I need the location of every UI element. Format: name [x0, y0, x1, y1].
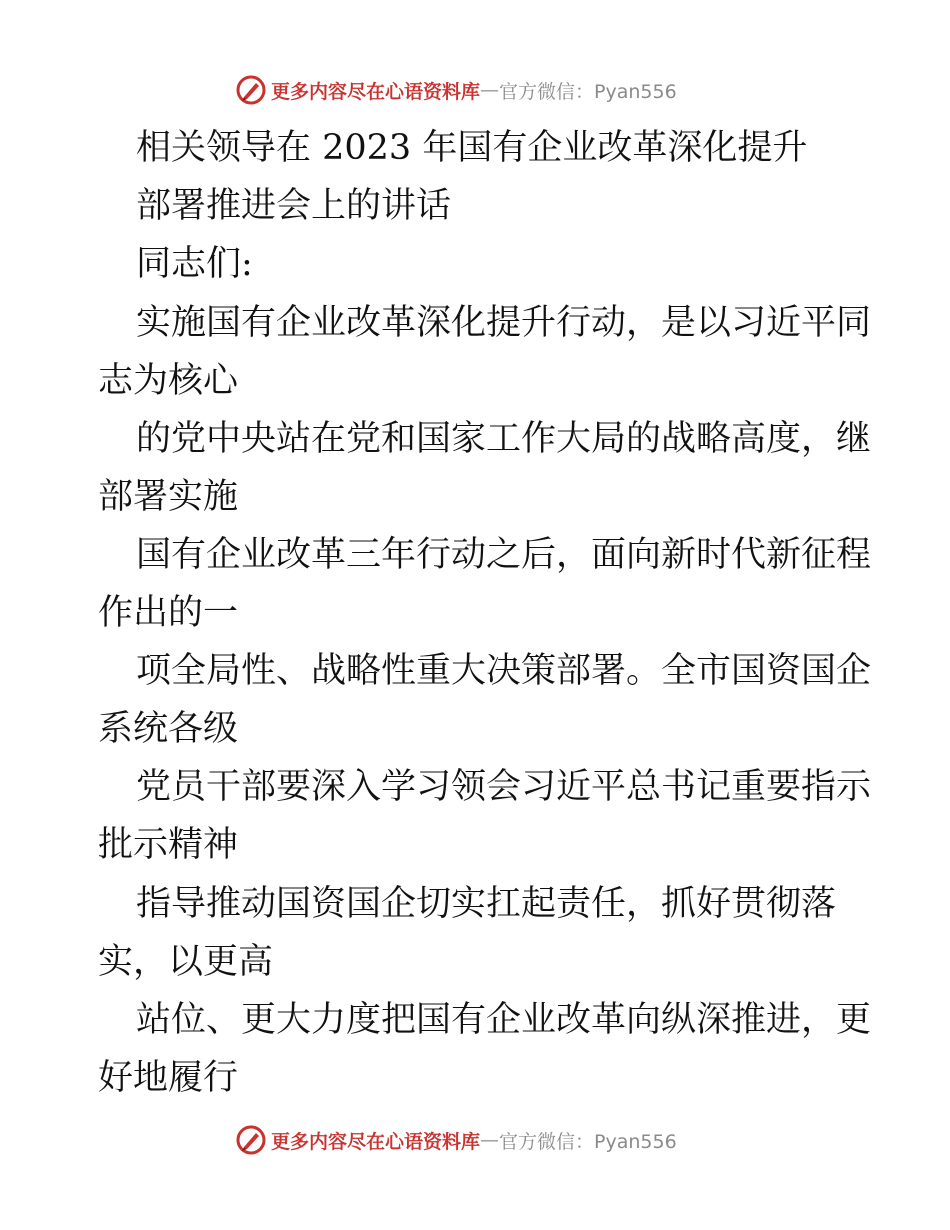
text-line: 实施国有企业改革深化提升行动，是以习近平同 [136, 303, 872, 343]
text-line: 系统各级 [98, 709, 239, 749]
pen-logo-icon [235, 74, 267, 106]
doc-title-line-1: 相关领导在 2023 年国有企业改革深化提升 [136, 128, 808, 168]
banner-dash: — [480, 1129, 500, 1151]
banner-red-text: 更多内容尽在心语资料库 [271, 1130, 481, 1153]
greeting: 同志们: [136, 244, 253, 284]
text-line: 志为核心 [98, 361, 239, 401]
banner-wechat-text: 官方微信：Pyan556 [499, 80, 677, 103]
text-line: 国有企业改革三年行动之后，面向新时代新征程 [136, 535, 872, 575]
footer-banner [0, 1120, 950, 1160]
doc-title-line-2: 部署推进会上的讲话 [136, 186, 452, 226]
banner-wechat-text: 官方微信：Pyan556 [499, 1130, 677, 1153]
text-line: 作出的一 [98, 593, 239, 633]
text-line: 党员干部要深入学习领会习近平总书记重要指示 [136, 767, 872, 807]
text-line: 项全局性、战略性重大决策部署。全市国资国企 [136, 651, 872, 691]
banner-dash: — [480, 79, 500, 101]
text-line: 部署实施 [98, 477, 239, 517]
pen-logo-icon [235, 1124, 267, 1156]
header-banner [0, 70, 950, 110]
text-line: 好地履行 [98, 1058, 239, 1098]
text-line: 实，以更高 [98, 942, 274, 982]
text-line: 站位、更大力度把国有企业改革向纵深推进，更 [136, 1000, 872, 1040]
text-line: 指导推动国资国企切实扛起责任，抓好贯彻落 [136, 884, 837, 924]
banner-red-text: 更多内容尽在心语资料库 [271, 80, 481, 103]
text-line: 的党中央站在党和国家工作大局的战略高度，继 [136, 419, 872, 459]
text-line: 批示精神 [98, 825, 239, 865]
